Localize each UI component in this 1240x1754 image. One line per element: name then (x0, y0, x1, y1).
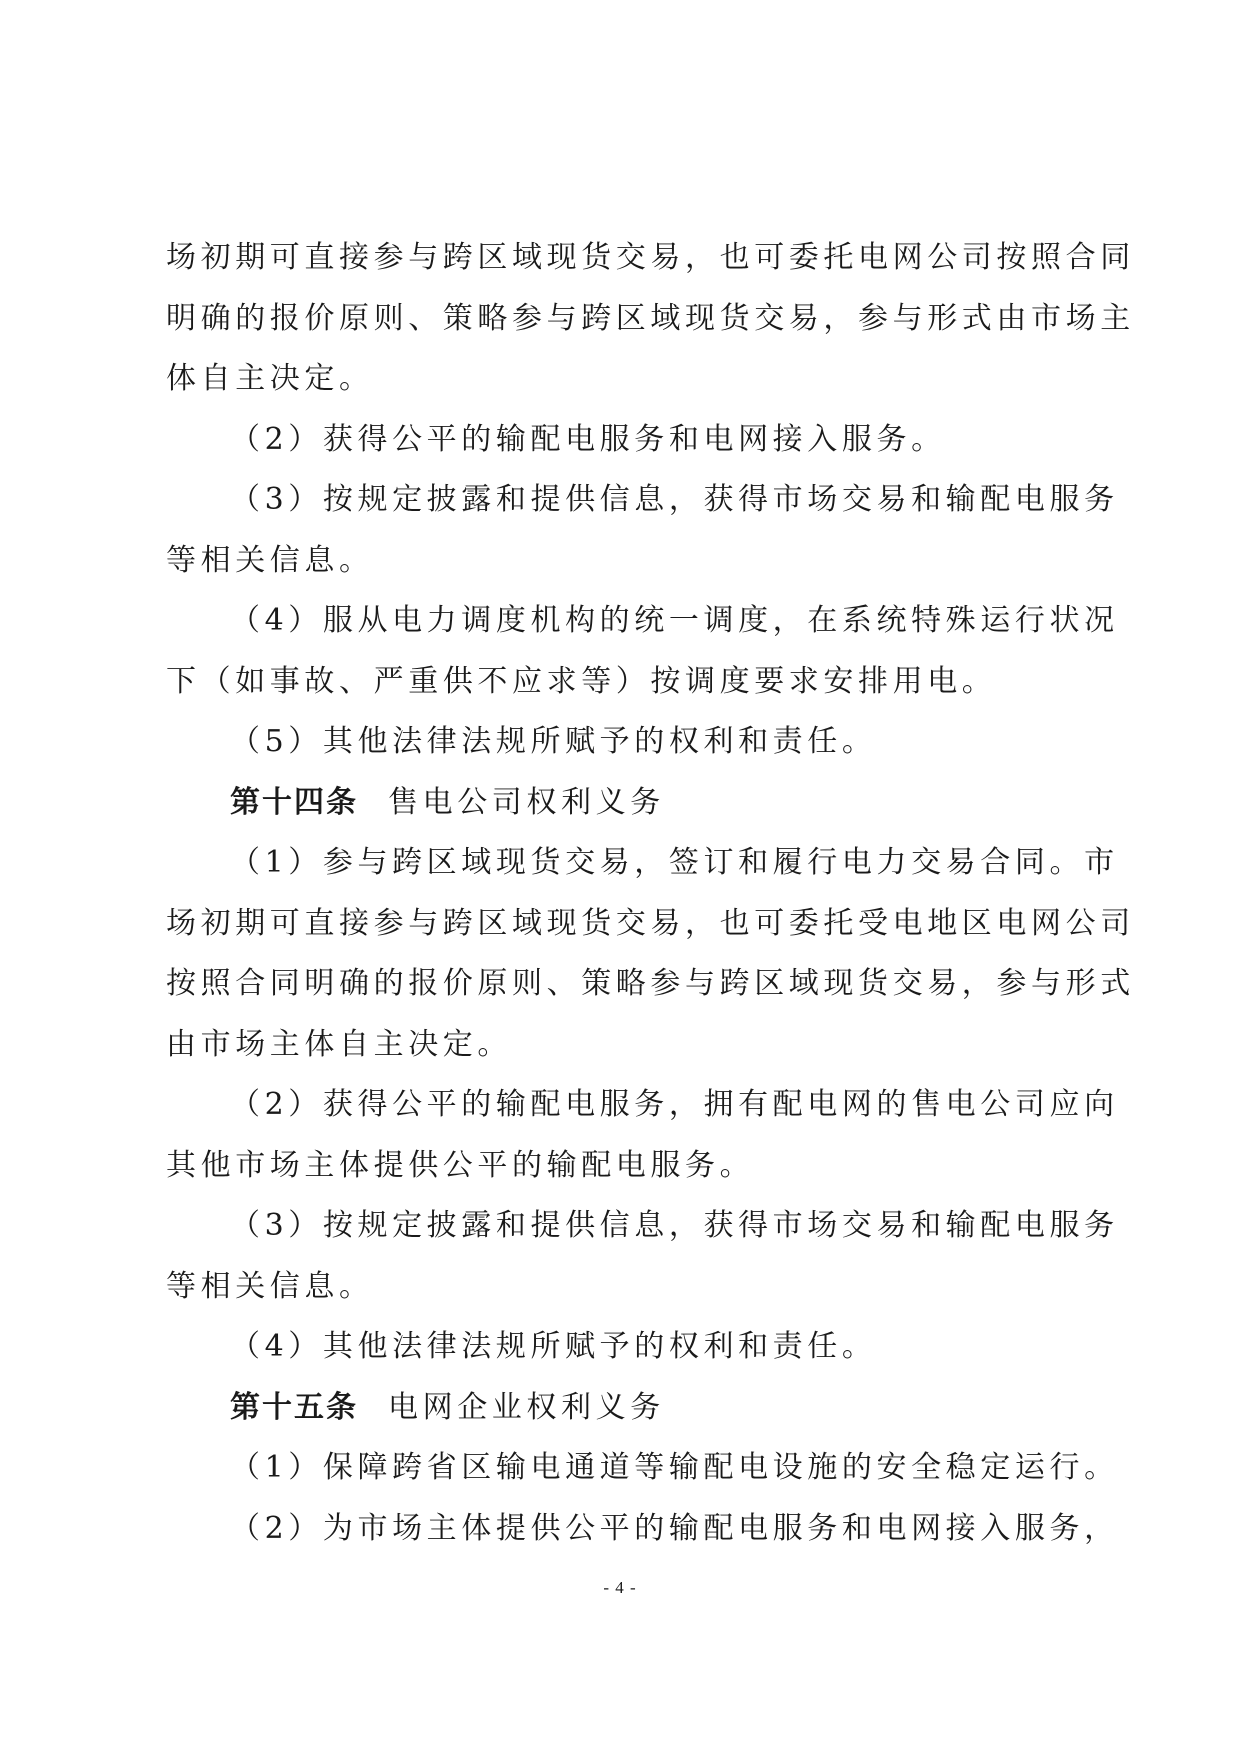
body-line: 由市场主体自主决定。 (166, 1026, 512, 1062)
article-15-number: 第十五条 (230, 1389, 358, 1425)
article-14-number: 第十四条 (230, 784, 358, 820)
body-line: （4）服从电力调度机构的统一调度，在系统特殊运行状况 (230, 603, 1119, 638)
body-line: 按照合同明确的报价原则、策略参与跨区域现货交易，参与形式 (166, 966, 1135, 1001)
body-line: 等相关信息。 (166, 542, 374, 578)
body-line: （3）按规定披露和提供信息，获得市场交易和输配电服务 (230, 482, 1119, 517)
article-15-heading (166, 1378, 1076, 1439)
body-line: 场初期可直接参与跨区域现货交易，也可委托受电地区电网公司 (166, 905, 1135, 941)
body-line: 等相关信息。 (166, 1268, 374, 1304)
body-line: 其他市场主体提供公平的输配电服务。 (166, 1147, 755, 1183)
body-line: （4）其他法律法规所赋予的权利和责任。 (230, 1329, 877, 1364)
body-line: （2）获得公平的输配电服务和电网接入服务。 (230, 421, 946, 457)
body-line: （2）为市场主体提供公平的输配电服务和电网接入服务， (230, 1510, 1119, 1546)
article-14-title: 售电公司权利义务 (388, 784, 665, 820)
body-line: 明确的报价原则、策略参与跨区域现货交易，参与形式由市场主 (166, 300, 1135, 336)
body-line: （1）参与跨区域现货交易，签订和履行电力交易合同。市 (230, 845, 1119, 880)
body-line: 下（如事故、严重供不应求等）按调度要求安排用电。 (166, 663, 997, 699)
body-line: （1）保障跨省区输电通道等输配电设施的安全稳定运行。 (230, 1450, 1119, 1485)
article-14-heading (166, 773, 1076, 834)
body-line: 场初期可直接参与跨区域现货交易，也可委托电网公司按照合同 (166, 240, 1135, 275)
page-number: - 4 - (603, 1578, 637, 1597)
body-line: （5）其他法律法规所赋予的权利和责任。 (230, 724, 877, 759)
body-line: （3）按规定披露和提供信息，获得市场交易和输配电服务 (230, 1208, 1119, 1243)
body-line: 体自主决定。 (166, 361, 374, 396)
body-line: （2）获得公平的输配电服务，拥有配电网的售电公司应向 (230, 1087, 1119, 1122)
article-15-title: 电网企业权利义务 (388, 1389, 665, 1425)
document-body (166, 228, 1135, 1559)
